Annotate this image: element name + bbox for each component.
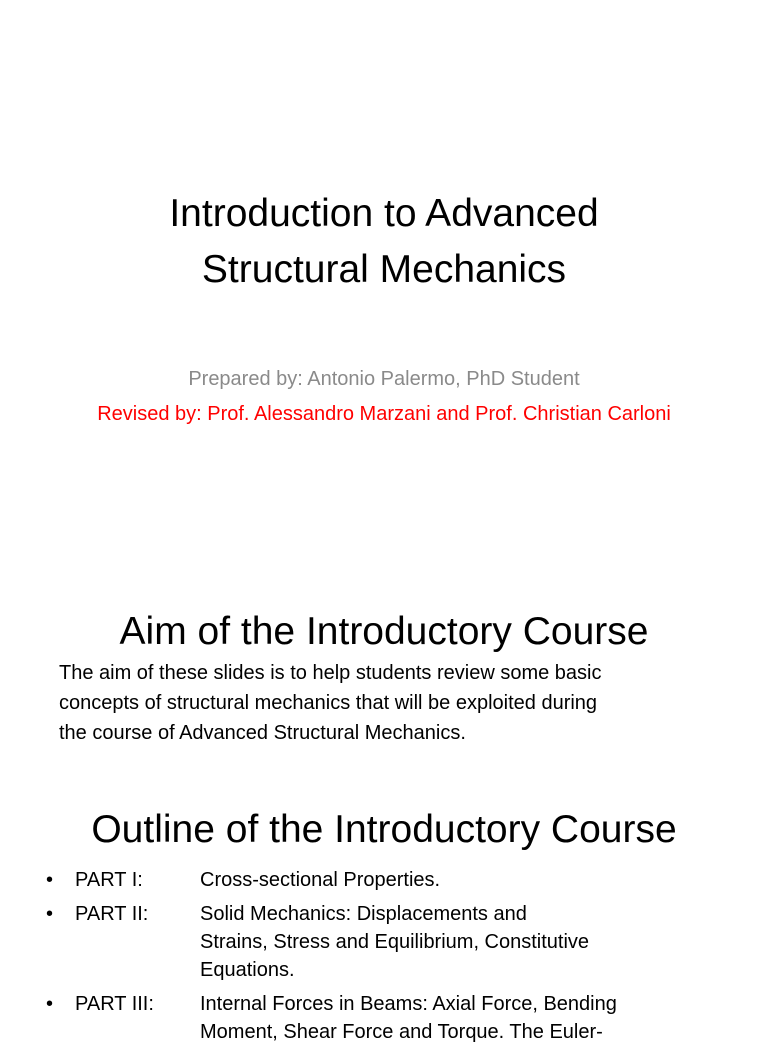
outline-list [0, 866, 768, 1052]
outline-slide [0, 796, 768, 1043]
outline-item-part-3 [0, 990, 768, 1046]
outline-part-description [200, 990, 768, 1046]
outline-part-label: PART III: [75, 993, 154, 1015]
presentation-title [0, 186, 768, 298]
outline-part-description [200, 900, 768, 984]
title-line-2: Structural Mechanics [201, 248, 567, 291]
outline-heading: Outline of the Introductory Course [91, 808, 677, 851]
aim-line-1: The aim of these slides is to help students review some basic [59, 662, 602, 684]
aim-paragraph [59, 658, 719, 748]
description-line: Strains, Stress and Equilibrium, Constitutive [200, 931, 590, 953]
title-line-1: Introduction to Advanced [169, 192, 599, 235]
description-line: Internal Forces in Beams: Axial Force, Bending [200, 993, 617, 1015]
aim-slide [0, 576, 768, 796]
outline-part-label: PART II: [75, 903, 149, 925]
outline-part-description [200, 866, 768, 894]
description-line: Cross-sectional Properties. [200, 869, 441, 891]
bullet-icon: • [46, 993, 54, 1015]
bullet-icon: • [46, 869, 54, 891]
outline-item-part-1 [0, 866, 768, 894]
description-line: Equations. [200, 959, 295, 981]
description-line: Moment, Shear Force and Torque. The Euler- [200, 1021, 603, 1043]
aim-line-2: concepts of structural mechanics that will be exploited during [59, 692, 598, 714]
aim-heading: Aim of the Introductory Course [119, 610, 649, 653]
outline-item-part-2 [0, 900, 768, 984]
description-line: Solid Mechanics: Displacements and [200, 903, 527, 925]
outline-part-label: PART I: [75, 869, 143, 891]
revised-by-text: Revised by: Prof. Alessandro Marzani and Prof. Christian Carloni [97, 403, 671, 425]
prepared-by-text: Prepared by: Antonio Palermo, PhD Student [188, 368, 580, 390]
bullet-icon: • [46, 903, 54, 925]
aim-line-3: the course of Advanced Structural Mechanics. [59, 722, 466, 744]
